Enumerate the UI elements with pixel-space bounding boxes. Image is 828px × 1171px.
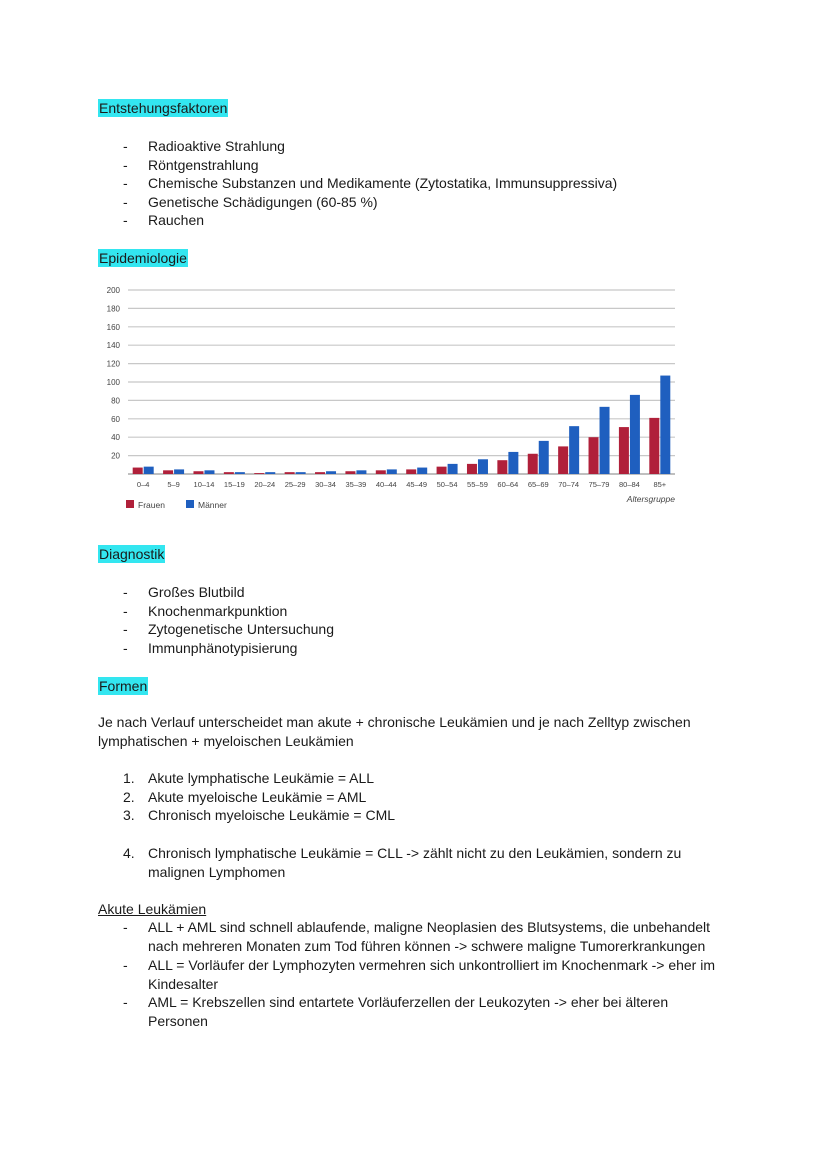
- bar-männer: [600, 407, 610, 474]
- bar-männer: [204, 470, 214, 474]
- list-item-text: ALL = Vorläufer der Lymphozyten vermehren sich unkontrolliert im Knochenmark -> eher im Kindesalter: [148, 957, 716, 992]
- x-axis-label: Altersgruppe: [626, 494, 675, 504]
- bar-männer: [235, 472, 245, 474]
- y-tick-label: 200: [106, 286, 120, 295]
- bullet-dash: -: [123, 994, 128, 1010]
- bar-männer: [265, 472, 275, 474]
- y-tick-label: 180: [106, 304, 120, 314]
- subheading-akute-leukaemien: Akute Leukämien: [98, 901, 207, 917]
- list-item: [98, 602, 738, 621]
- list-item: [98, 137, 738, 156]
- heading-entstehungsfaktoren: Entstehungsfaktoren: [99, 100, 228, 116]
- bar-frauen: [163, 470, 173, 474]
- legend-label-frauen: Frauen: [138, 500, 165, 510]
- bar-frauen: [315, 472, 325, 474]
- list-item: [98, 193, 738, 212]
- heading-formen: Formen: [99, 678, 148, 694]
- x-tick-label: 40–44: [375, 480, 397, 489]
- x-tick-label: 30–34: [315, 480, 336, 489]
- item-text: Chronisch lymphatische Leukämie = CLL -> zählt nicht zu den Leukämien, sondern zu malignen Lymphomen: [148, 845, 682, 880]
- item-number: 4.: [123, 845, 135, 861]
- chart-legend: [126, 500, 227, 510]
- bar-frauen: [224, 472, 234, 474]
- bullet-dash: -: [123, 193, 128, 210]
- bar-männer: [326, 471, 336, 474]
- y-tick-label: 40: [111, 433, 120, 443]
- bullet-dash: -: [123, 584, 128, 600]
- bar-frauen: [376, 470, 386, 474]
- item-number: 3.: [123, 807, 135, 823]
- bar-männer: [448, 464, 458, 474]
- bar-frauen: [437, 467, 447, 474]
- epidemiology-bar-chart: [96, 278, 686, 518]
- x-tick-label: 10–14: [193, 480, 215, 489]
- bar-frauen: [497, 460, 507, 474]
- bar-männer: [144, 467, 154, 474]
- list-item-text: Radioaktive Strahlung: [148, 138, 285, 154]
- bullet-dash: -: [123, 639, 128, 656]
- bar-männer: [417, 468, 427, 474]
- item-text: Chronisch myeloische Leukämie = CML: [148, 807, 396, 823]
- bullet-dash: -: [123, 957, 128, 973]
- bar-frauen: [285, 472, 295, 474]
- x-tick-label: 20–24: [254, 480, 276, 489]
- list-item-text: ALL + AML sind schnell ablaufende, maligne Neoplasien des Blutsystems, die unbehandelt nach mehreren Monaten zum Tod führen können -> schwere maligne Tumorerkrankungen: [148, 919, 711, 954]
- list-item-text: AML = Krebszellen sind entartete Vorläuferzellen der Leukozyten -> eher bei älteren Personen: [148, 994, 669, 1029]
- list-item: [98, 174, 738, 193]
- formen-intro-paragraph: Je nach Verlauf unterscheidet man akute + chronische Leukämien und je nach Zelltyp zwischen lymphatischen + myeloischen Leukämien: [98, 714, 691, 749]
- list-item-text: Immunphänotypisierung: [148, 639, 298, 656]
- bullet-dash: -: [123, 919, 128, 935]
- bar-frauen: [406, 469, 416, 474]
- bar-männer: [630, 395, 640, 474]
- bar-frauen: [193, 471, 203, 474]
- y-tick-label: 80: [111, 396, 120, 406]
- bar-frauen: [254, 473, 264, 474]
- bullet-dash: -: [123, 621, 128, 638]
- y-tick-label: 120: [106, 359, 120, 369]
- x-tick-label: 80–84: [618, 480, 640, 489]
- bar-frauen: [619, 427, 629, 474]
- list-item-text: Zytogenetische Untersuchung: [148, 621, 334, 638]
- y-tick-label: 60: [111, 414, 120, 424]
- bullet-dash: -: [123, 175, 128, 192]
- bar-männer: [174, 469, 184, 474]
- list-item: [98, 620, 738, 639]
- heading-diagnostik: Diagnostik: [99, 546, 165, 562]
- bar-frauen: [558, 446, 568, 474]
- bar-frauen: [528, 454, 538, 474]
- x-tick-label: 25–29: [284, 480, 306, 489]
- bar-männer: [539, 441, 549, 474]
- chart-bars: [133, 376, 671, 474]
- bar-männer: [660, 376, 670, 474]
- bar-frauen: [589, 437, 599, 474]
- x-tick-label: 75–79: [588, 480, 610, 489]
- bar-frauen: [649, 418, 659, 474]
- x-tick-label: 45–49: [406, 480, 428, 489]
- legend-swatch-frauen: [126, 500, 134, 508]
- list-item: [98, 639, 738, 658]
- legend-label-maenner: Männer: [198, 500, 227, 510]
- list-item-text: Knochenmarkpunktion: [148, 602, 288, 619]
- y-tick-label: 20: [111, 451, 120, 461]
- x-tick-label: 60–64: [497, 480, 519, 489]
- y-tick-label: 100: [106, 378, 120, 387]
- x-tick-label: 65–69: [527, 480, 549, 489]
- entstehung-list: [98, 137, 738, 230]
- item-number: 2.: [123, 789, 135, 805]
- x-tick-label: 15–19: [223, 480, 245, 489]
- bar-frauen: [467, 464, 477, 474]
- y-tick-label: 140: [106, 341, 120, 351]
- bar-männer: [569, 426, 579, 474]
- bar-männer: [478, 459, 488, 474]
- chart-y-ticks: [107, 286, 121, 461]
- bar-männer: [296, 472, 306, 474]
- list-item-text: Großes Blutbild: [148, 584, 245, 600]
- bar-frauen: [133, 468, 143, 474]
- bullet-dash: -: [123, 138, 128, 154]
- heading-epidemiologie: Epidemiologie: [99, 250, 187, 266]
- x-tick-label: 55–59: [467, 480, 488, 489]
- legend-swatch-maenner: [186, 500, 194, 508]
- x-tick-label: 0–4: [136, 480, 150, 489]
- x-tick-label: 85+: [653, 480, 667, 489]
- diagnostik-list: [98, 583, 738, 657]
- list-item-text: Genetische Schädigungen (60-85 %): [148, 193, 378, 210]
- list-item: [98, 583, 738, 602]
- item-text: Akute lymphatische Leukämie = ALL: [148, 770, 375, 786]
- list-item: [98, 211, 738, 230]
- x-tick-label: 70–74: [558, 480, 580, 489]
- item-number: 1.: [123, 770, 135, 786]
- list-item-text: Rauchen: [148, 212, 205, 229]
- list-item: [98, 156, 738, 175]
- chart-x-ticks: [137, 480, 667, 489]
- bullet-dash: -: [123, 602, 128, 619]
- x-tick-label: 5–9: [167, 480, 180, 489]
- bar-männer: [387, 469, 397, 474]
- bullet-dash: -: [123, 212, 128, 229]
- x-tick-label: 35–39: [345, 480, 367, 489]
- list-item-text: Chemische Substanzen und Medikamente (Zytostatika, Immunsuppressiva): [148, 175, 618, 192]
- bar-männer: [356, 470, 366, 474]
- y-tick-label: 160: [106, 322, 120, 332]
- item-text: Akute myeloische Leukämie = AML: [148, 789, 367, 805]
- bar-männer: [508, 452, 518, 474]
- list-item-text: Röntgenstrahlung: [148, 156, 259, 173]
- bar-frauen: [345, 471, 355, 474]
- bullet-dash: -: [123, 156, 128, 173]
- x-tick-label: 50–54: [436, 480, 458, 489]
